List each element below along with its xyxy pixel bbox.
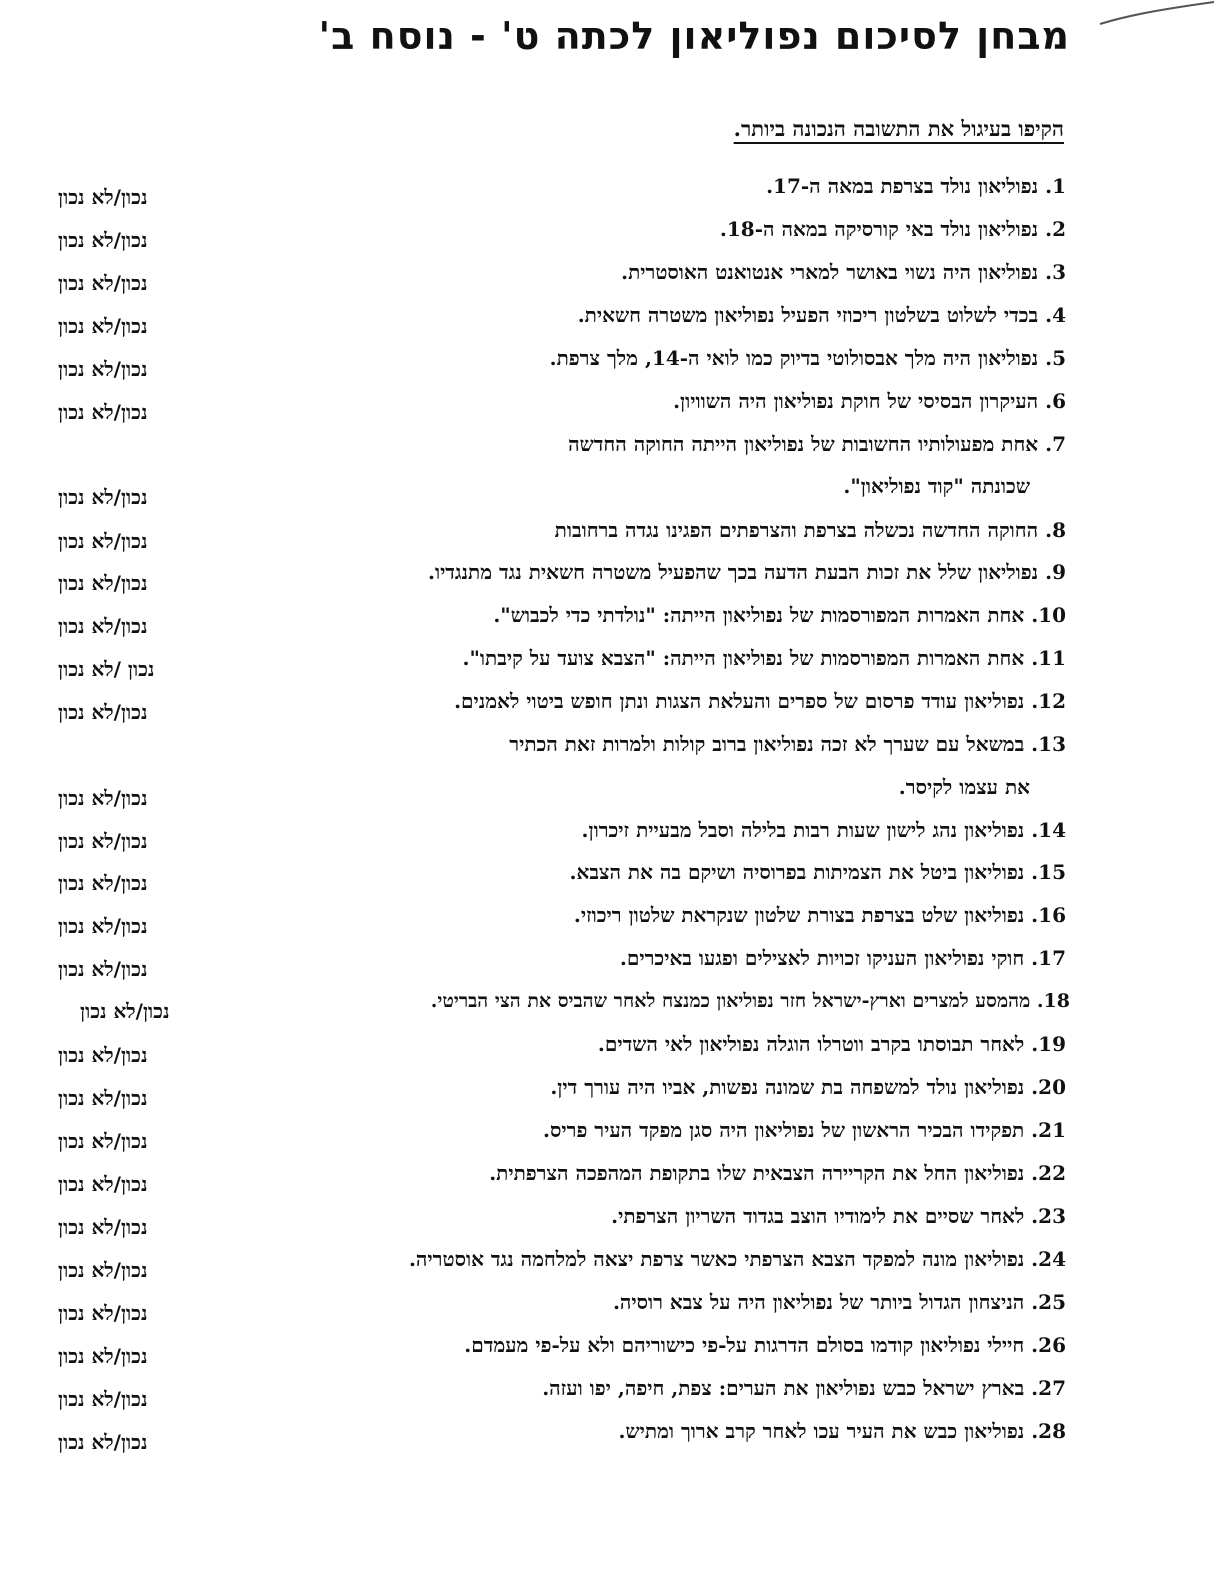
question-20-answer[interactable]: נכון/לא נכון	[58, 1086, 148, 1110]
question-10-text: 10. אחת האמרות המפורסמות של נפוליאון הייתה: "נולדתי כדי לכבוש".	[493, 603, 1066, 627]
question-12-answer[interactable]: נכון/לא נכון	[58, 700, 148, 724]
question-26-answer[interactable]: נכון/לא נכון	[58, 1344, 148, 1368]
question-11-answer[interactable]: נכון /לא נכון	[58, 657, 155, 681]
question-28-answer[interactable]: נכון/לא נכון	[58, 1430, 148, 1454]
question-6-text: 6. העיקרון הבסיסי של חוקת נפוליאון היה השוויון.	[673, 389, 1066, 413]
question-22-text: 22. נפוליאון החל את הקריירה הצבאית שלו בתקופת המהפכה הצרפתית.	[489, 1161, 1066, 1185]
question-18-answer[interactable]: נכון/לא נכון	[80, 999, 170, 1023]
question-21-text: 21. תפקידו הבכיר הראשון של נפוליאון היה סגן מפקד העיר פריס.	[543, 1118, 1066, 1142]
question-8-text: 8. החוקה החדשה נכשלה בצרפת והצרפתים הפגינו נגדה ברחובות	[554, 518, 1066, 542]
question-16-text: 16. נפוליאון שלט בצרפת בצורת שלטון שנקראת שלטון ריכוזי.	[573, 903, 1066, 927]
question-5-answer[interactable]: נכון/לא נכון	[58, 357, 148, 381]
question-1-answer[interactable]: נכון/לא נכון	[58, 185, 148, 209]
question-25-answer[interactable]: נכון/לא נכון	[58, 1301, 148, 1325]
exam-instruction: הקיפו בעיגול את התשובה הנכונה ביותר.	[733, 116, 1064, 141]
question-8-answer[interactable]: נכון/לא נכון	[58, 529, 148, 553]
question-17-answer[interactable]: נכון/לא נכון	[58, 957, 148, 981]
question-19-text: 19. לאחר תבוסתו בקרב ווטרלו הוגלה נפוליאון לאי השדים.	[597, 1032, 1066, 1056]
question-19-answer[interactable]: נכון/לא נכון	[58, 1043, 148, 1067]
question-20-text: 20. נפוליאון נולד למשפחה בת שמונה נפשות, אביו היה עורך דין.	[550, 1075, 1066, 1099]
question-24-text: 24. נפוליאון מונה למפקד הצבא הצרפתי כאשר צרפת יצאה למלחמה נגד אוסטריה.	[408, 1247, 1066, 1271]
question-24-answer[interactable]: נכון/לא נכון	[58, 1258, 148, 1282]
question-5-text: 5. נפוליאון היה מלך אבסולוטי בדיוק כמו לואי ה-14, מלך צרפת.	[549, 346, 1066, 370]
question-10-answer[interactable]: נכון/לא נכון	[58, 614, 148, 638]
question-3-answer[interactable]: נכון/לא נכון	[58, 271, 148, 295]
question-28-text: 28. נפוליאון כבש את העיר עכו לאחר קרב ארוך ומתיש.	[618, 1419, 1066, 1443]
question-4-text: 4. בכדי לשלוט בשלטון ריכוזי הפעיל נפוליאון משטרה חשאית.	[577, 303, 1066, 327]
question-18-text: 18. מהמסע למצרים וארץ-ישראל חזר נפוליאון כמנצח לאחר שהביס את הצי הבריטי.	[430, 990, 1070, 1012]
question-7-text-continued: שכונתה "קוד נפוליאון".	[843, 474, 1030, 498]
pen-stroke-mark	[1096, 0, 1216, 30]
question-14-text: 14. נפוליאון נהג לישון שעות רבות בלילה וסבל מבעיית זיכרון.	[581, 818, 1066, 842]
question-26-text: 26. חיילי נפוליאון קודמו בסולם הדרגות על-פי כישוריהם ולא על-פי מעמדם.	[464, 1333, 1066, 1357]
question-22-answer[interactable]: נכון/לא נכון	[58, 1172, 148, 1196]
question-27-answer[interactable]: נכון/לא נכון	[58, 1387, 148, 1411]
question-12-text: 12. נפוליאון עודד פרסום של ספרים והעלאת הצגות ונתן חופש ביטוי לאמנים.	[454, 689, 1066, 713]
question-2-answer[interactable]: נכון/לא נכון	[58, 228, 148, 252]
question-25-text: 25. הניצחון הגדול ביותר של נפוליאון היה על צבא רוסיה.	[612, 1290, 1066, 1314]
question-15-answer[interactable]: נכון/לא נכון	[58, 871, 148, 895]
question-13-text: 13. במשאל עם שערך לא זכה נפוליאון ברוב קולות ולמרות זאת הכתיר	[509, 732, 1066, 756]
question-27-text: 27. בארץ ישראל כבש נפוליאון את הערים: צפת, חיפה, יפו ועזה.	[542, 1376, 1066, 1400]
question-2-text: 2. נפוליאון נולד באי קורסיקה במאה ה-18.	[719, 217, 1066, 241]
question-23-answer[interactable]: נכון/לא נכון	[58, 1215, 148, 1239]
question-17-text: 17. חוקי נפוליאון העניקו זכויות לאצילים ופגעו באיכרים.	[619, 946, 1066, 970]
question-21-answer[interactable]: נכון/לא נכון	[58, 1129, 148, 1153]
question-13-text-continued: את עצמו לקיסר.	[898, 775, 1030, 799]
question-23-text: 23. לאחר שסיים את לימודיו הוצב בגדוד השריון הצרפתי.	[611, 1204, 1066, 1228]
question-11-text: 11. אחת האמרות המפורסמות של נפוליאון הייתה: "הצבא צועד על קיבתו".	[462, 646, 1066, 670]
question-14-answer[interactable]: נכון/לא נכון	[58, 829, 148, 853]
question-15-text: 15. נפוליאון ביטל את הצמיתות בפרוסיה ושיקם בה את הצבא.	[569, 860, 1066, 884]
question-6-answer[interactable]: נכון/לא נכון	[58, 400, 148, 424]
question-16-answer[interactable]: נכון/לא נכון	[58, 914, 148, 938]
question-7-answer[interactable]: נכון/לא נכון	[58, 485, 148, 509]
question-7-text: 7. אחת מפעולותיו החשובות של נפוליאון הייתה החוקה החדשה	[568, 432, 1066, 456]
question-1-text: 1. נפוליאון נולד בצרפת במאה ה-17.	[766, 174, 1066, 198]
question-9-answer[interactable]: נכון/לא נכון	[58, 571, 148, 595]
question-3-text: 3. נפוליאון היה נשוי באושר למארי אנטואנט האוסטרית.	[621, 260, 1066, 284]
exam-title: מבחן לסיכום נפוליאון לכתה ט' - נוסח ב'	[318, 14, 1070, 58]
question-9-text: 9. נפוליאון שלל את זכות הבעת הדעה בכך שהפעיל משטרה חשאית נגד מתנגדיו.	[427, 560, 1066, 584]
question-13-answer[interactable]: נכון/לא נכון	[58, 786, 148, 810]
question-4-answer[interactable]: נכון/לא נכון	[58, 314, 148, 338]
